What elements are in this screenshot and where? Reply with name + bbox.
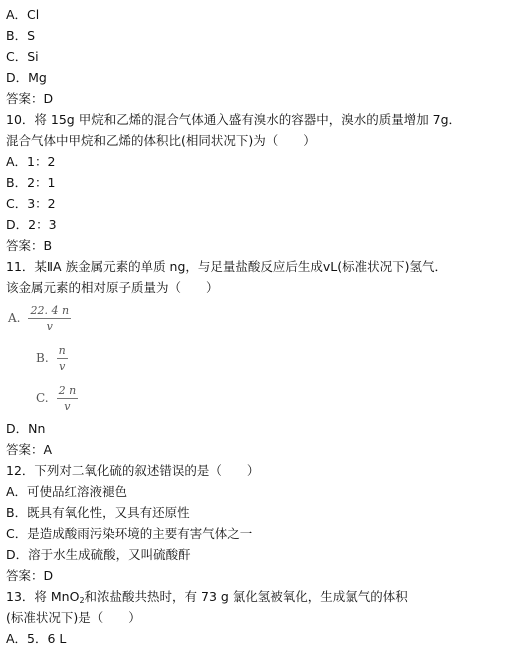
q13-option-a: A．5．6 L [6, 631, 67, 646]
q11-option-a-fraction [28, 304, 71, 333]
q11-option-b [6, 338, 530, 378]
q9-option-a: A．Cl [6, 7, 40, 22]
q11-option-b-numerator: n [58, 343, 66, 357]
q11-option-a [6, 298, 530, 338]
q10-option-d: D．2：3 [6, 217, 57, 232]
q13-stem-post: 和浓盐酸共热时，有 73 g 氯化氢被氧化，生成氯气的体积 [84, 589, 408, 604]
q11-option-c-denominator: v [64, 399, 71, 413]
q12-stem: 12．下列对二氧化硫的叙述错误的是（ ） [6, 463, 260, 478]
q11-option-a-denominator: v [46, 319, 53, 333]
q10-option-b: B．2：1 [6, 175, 56, 190]
q13-stem-subscript: 2 [79, 596, 85, 605]
q9-option-b: B．S [6, 28, 36, 43]
q9-option-c: C．Si [6, 49, 39, 64]
q11-answer: 答案：A [6, 442, 53, 457]
q11-option-b-label: B. [36, 351, 49, 365]
q12-option-b: B．既具有氧化性，又具有还原性 [6, 505, 190, 520]
q11-option-d: D．Nn [6, 421, 46, 436]
q11-option-c-numerator: 2 n [58, 383, 77, 397]
q13-stem-line1 [6, 586, 530, 607]
q12-option-c: C．是造成酸雨污染环境的主要有害气体之一 [6, 526, 253, 541]
q11-option-c-label: C. [36, 391, 49, 405]
q10-answer: 答案：B [6, 238, 53, 253]
q11-option-c-fraction [57, 384, 79, 413]
q11-option-b-fraction [57, 344, 68, 373]
q12-option-d: D．溶于水生成硫酸，又叫硫酸酐 [6, 547, 191, 562]
q11-stem-line2: 该金属元素的相对原子质量为（ ） [6, 280, 219, 295]
q12-answer: 答案：D [6, 568, 54, 583]
q10-stem-line2: 混合气体中甲烷和乙烯的体积比(相同状况下)为（ ） [6, 133, 316, 148]
q11-option-a-label: A. [8, 311, 21, 325]
q10-option-a: A．1：2 [6, 154, 56, 169]
q13-stem-pre: 13．将 MnO [6, 589, 80, 604]
q10-option-c: C．3：2 [6, 196, 56, 211]
q9-option-d: D．Mg [6, 70, 47, 85]
q11-stem-line1: 11．某ⅡA 族金属元素的单质 ng，与足量盐酸反应后生成vL(标准状况下)氢气． [6, 259, 448, 274]
q11-option-b-denominator: v [59, 359, 66, 373]
q13-stem-line2: (标准状况下)是（ ） [6, 610, 141, 625]
q10-stem-line1: 10．将 15g 甲烷和乙烯的混合气体通入盛有溴水的容器中，溴水的质量增加 7g． [6, 112, 462, 127]
q9-answer: 答案：D [6, 91, 54, 106]
q11-option-c [6, 378, 530, 418]
q12-option-a: A．可使品红溶液褪色 [6, 484, 128, 499]
q11-option-a-numerator: 22. 4 n [30, 303, 70, 317]
